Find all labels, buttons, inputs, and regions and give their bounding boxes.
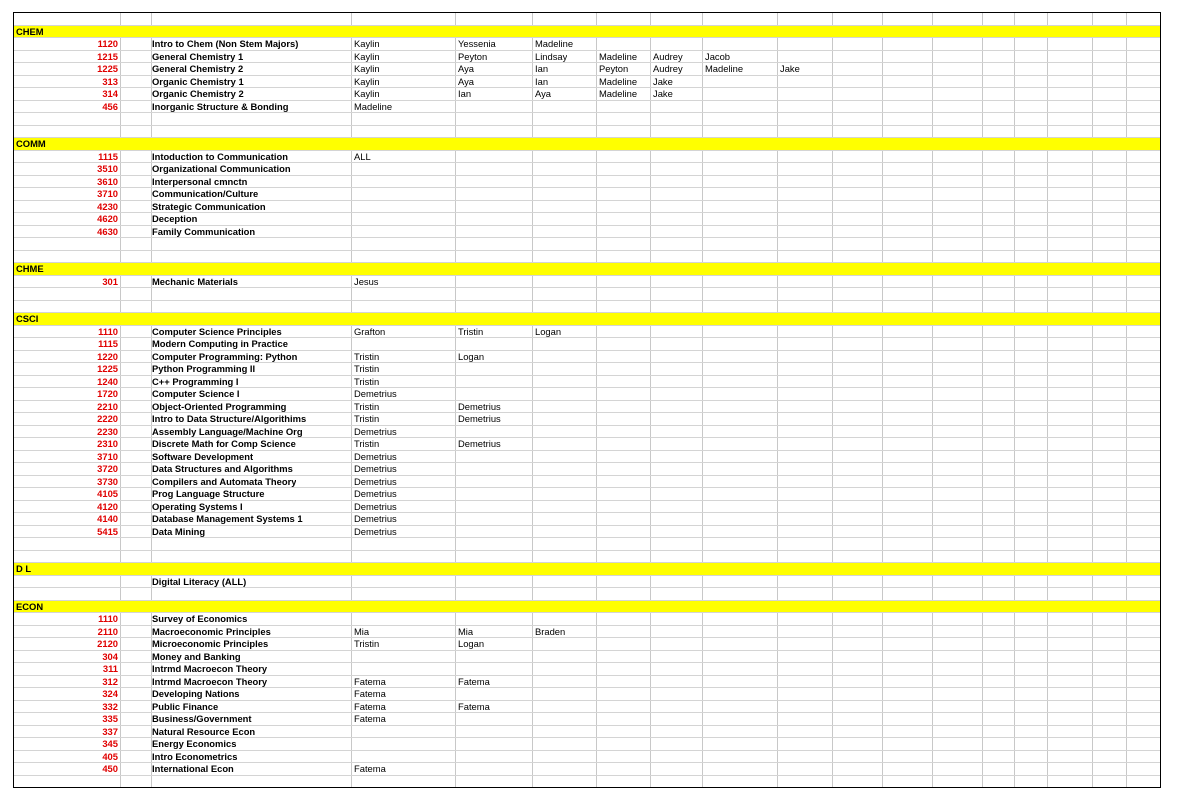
section-header-row [14, 263, 1161, 276]
course-number-cell[interactable]: 1220 [97, 350, 118, 362]
section-header-row [14, 313, 1161, 326]
course-title-cell[interactable]: Intrmd Macroecon Theory [152, 675, 268, 687]
student-name-cell[interactable]: Fatema [354, 700, 386, 712]
course-row [14, 326, 1161, 339]
student-name-cell[interactable]: Tristin [354, 363, 380, 374]
course-number-cell[interactable]: 311 [102, 663, 118, 674]
course-row [14, 163, 1161, 176]
student-name-cell[interactable]: Jesus [354, 275, 379, 287]
course-number-cell[interactable]: 324 [102, 688, 118, 699]
blank-row [14, 588, 1161, 601]
course-row [14, 463, 1161, 476]
course-number-cell[interactable]: 5415 [97, 525, 118, 537]
student-name-cell[interactable]: Peyton [599, 63, 629, 74]
course-row [14, 688, 1161, 701]
student-name-cell[interactable]: Madeline [599, 88, 638, 99]
course-title-cell[interactable]: Mechanic Materials [152, 275, 238, 287]
course-number-cell[interactable]: 345 [102, 738, 118, 749]
student-name-cell[interactable]: Tristin [354, 400, 380, 412]
course-row [14, 51, 1161, 64]
course-title-cell[interactable]: Computer Programming: Python [152, 350, 298, 362]
course-row [14, 201, 1161, 214]
department-code-cell[interactable]: CSCI [16, 313, 39, 324]
student-name-cell[interactable]: Audrey [653, 63, 683, 74]
course-title-cell[interactable]: Computer Science Principles [152, 325, 282, 337]
course-number-cell[interactable]: 4230 [97, 200, 118, 212]
student-name-cell[interactable]: Demetrius [354, 463, 397, 474]
course-row [14, 88, 1161, 101]
course-title-cell[interactable]: Modern Computing in Practice [152, 338, 288, 349]
course-row [14, 438, 1161, 451]
course-title-cell[interactable]: Digital Literacy (ALL) [152, 575, 247, 587]
student-name-cell[interactable]: Tristin [354, 438, 380, 449]
course-title-cell[interactable]: International Econ [152, 763, 234, 774]
course-title-cell[interactable]: C++ Programming I [152, 375, 239, 387]
student-name-cell[interactable]: Ian [535, 63, 549, 74]
course-row [14, 38, 1161, 51]
course-number-cell[interactable]: 405 [102, 750, 118, 762]
student-name-cell[interactable]: Tristin [354, 350, 380, 362]
course-number-cell[interactable]: 2310 [97, 438, 118, 449]
student-name-cell[interactable]: Jake [653, 88, 673, 99]
student-name-cell[interactable]: Aya [535, 88, 551, 99]
course-number-cell[interactable]: 313 [102, 75, 118, 87]
course-title-cell[interactable]: Survey of Economics [152, 613, 248, 624]
course-title-cell[interactable]: Compilers and Automata Theory [152, 475, 297, 487]
student-name-cell[interactable]: Demetrius [458, 438, 501, 449]
student-name-cell[interactable]: Demetrius [354, 475, 397, 487]
course-number-cell[interactable]: 1225 [97, 363, 118, 374]
section-header-row [14, 563, 1161, 576]
course-number-cell[interactable]: 3730 [97, 475, 118, 487]
course-row [14, 63, 1161, 76]
course-row [14, 176, 1161, 189]
student-name-cell[interactable]: Demetrius [354, 500, 397, 512]
course-title-cell[interactable]: Money and Banking [152, 650, 241, 662]
course-row [14, 451, 1161, 464]
course-row [14, 701, 1161, 714]
course-title-cell[interactable]: Interpersonal cmnctn [152, 175, 248, 187]
course-title-cell[interactable]: Python Programming II [152, 363, 256, 374]
course-row [14, 76, 1161, 89]
student-name-cell[interactable]: Yessenia [458, 38, 496, 49]
course-title-cell[interactable]: Intro Econometrics [152, 750, 238, 762]
blank-row [14, 113, 1161, 126]
course-row [14, 351, 1161, 364]
course-title-cell[interactable]: General Chemistry 2 [152, 63, 244, 74]
course-number-cell[interactable]: 2110 [97, 625, 118, 637]
blank-row [14, 251, 1161, 264]
department-code-cell[interactable]: CHEM [16, 25, 44, 37]
student-name-cell[interactable]: Demetrius [354, 388, 397, 399]
department-code-cell[interactable]: COMM [16, 138, 46, 149]
section-header-row [14, 26, 1161, 39]
course-title-cell[interactable]: Object-Oriented Programming [152, 400, 287, 412]
student-name-cell[interactable]: Demetrius [354, 488, 397, 499]
student-name-cell[interactable]: Tristin [354, 375, 380, 387]
student-name-cell[interactable]: Demetrius [354, 513, 397, 524]
course-number-cell[interactable]: 4120 [97, 500, 118, 512]
course-number-cell[interactable]: 301 [102, 275, 118, 287]
course-row [14, 476, 1161, 489]
course-number-cell[interactable]: 1225 [97, 63, 118, 74]
course-title-cell[interactable]: Developing Nations [152, 688, 240, 699]
course-row [14, 726, 1161, 739]
course-number-cell[interactable]: 1240 [97, 375, 118, 387]
course-number-cell[interactable]: 1215 [97, 50, 118, 62]
course-row [14, 663, 1161, 676]
course-title-cell[interactable]: Communication/Culture [152, 188, 259, 199]
student-name-cell[interactable]: Mia [354, 625, 370, 637]
student-name-cell[interactable]: ALL [354, 150, 371, 162]
course-row [14, 376, 1161, 389]
department-code-cell[interactable]: CHME [16, 263, 44, 274]
blank-row [14, 538, 1161, 551]
course-row [14, 338, 1161, 351]
course-row [14, 276, 1161, 289]
course-number-cell[interactable]: 2230 [97, 425, 118, 437]
course-number-cell[interactable]: 1120 [97, 38, 118, 49]
section-header-row [14, 138, 1161, 151]
student-name-cell[interactable]: Mia [458, 625, 474, 637]
blank-row [14, 238, 1161, 251]
course-number-cell[interactable]: 4105 [97, 488, 118, 499]
student-name-cell[interactable]: Kaylin [354, 63, 380, 74]
course-row [14, 651, 1161, 664]
section-header-row [14, 601, 1161, 614]
student-name-cell[interactable]: Kaylin [354, 38, 380, 49]
student-name-cell[interactable]: Madeline [705, 63, 744, 74]
course-number-cell[interactable]: 2120 [97, 638, 118, 649]
student-name-cell[interactable]: Fatema [354, 713, 386, 724]
course-title-cell[interactable]: Deception [152, 213, 198, 224]
student-name-cell[interactable]: Kaylin [354, 75, 380, 87]
course-number-cell[interactable]: 4630 [97, 225, 118, 237]
course-title-cell[interactable]: Public Finance [152, 700, 219, 712]
department-code-cell[interactable]: D L [16, 563, 32, 574]
student-name-cell[interactable]: Audrey [653, 50, 683, 62]
course-number-cell[interactable]: 335 [102, 713, 118, 724]
student-name-cell[interactable]: Fatema [354, 675, 386, 687]
course-title-cell[interactable]: Discrete Math for Comp Science [152, 438, 296, 449]
student-name-cell[interactable]: Jake [780, 63, 800, 74]
course-row [14, 188, 1161, 201]
student-name-cell[interactable]: Aya [458, 63, 474, 74]
course-number-cell[interactable]: 1110 [98, 613, 118, 624]
course-title-cell[interactable]: Computer Science I [152, 388, 240, 399]
course-number-cell[interactable]: 1110 [98, 325, 118, 337]
student-name-cell[interactable]: Madeline [599, 75, 638, 87]
course-number-cell[interactable]: 3720 [97, 463, 118, 474]
course-row [14, 488, 1161, 501]
blank-row [14, 13, 1161, 26]
course-row [14, 501, 1161, 514]
course-row [14, 713, 1161, 726]
student-name-cell[interactable]: Kaylin [354, 50, 380, 62]
blank-row [14, 776, 1161, 789]
course-title-cell[interactable]: Business/Government [152, 713, 252, 724]
student-name-cell[interactable]: Madeline [599, 50, 638, 62]
course-row [14, 676, 1161, 689]
course-title-cell[interactable]: Microeconomic Principles [152, 638, 269, 649]
course-row [14, 213, 1161, 226]
course-title-cell[interactable]: Organizational Communication [152, 163, 291, 174]
spreadsheet-grid[interactable] [13, 12, 1161, 788]
course-number-cell[interactable]: 2220 [97, 413, 118, 424]
course-row [14, 763, 1161, 776]
course-row [14, 151, 1161, 164]
course-title-cell[interactable]: Organic Chemistry 1 [152, 75, 244, 87]
student-name-cell[interactable]: Braden [535, 625, 566, 637]
student-name-cell[interactable]: Lindsay [535, 50, 568, 62]
student-name-cell[interactable]: Logan [458, 350, 485, 362]
course-title-cell[interactable]: Strategic Communication [152, 200, 266, 212]
student-name-cell[interactable]: Jake [653, 75, 673, 87]
course-number-cell[interactable]: 332 [102, 700, 118, 712]
student-name-cell[interactable]: Aya [458, 75, 474, 87]
student-name-cell[interactable]: Jacob [705, 50, 731, 62]
blank-row [14, 126, 1161, 139]
course-number-cell[interactable]: 4620 [97, 213, 118, 224]
course-number-cell[interactable]: 3610 [97, 175, 118, 187]
course-title-cell[interactable]: General Chemistry 1 [152, 50, 244, 62]
student-name-cell[interactable]: Madeline [354, 100, 393, 112]
course-number-cell[interactable] [74, 576, 118, 589]
course-number-cell[interactable]: 3710 [97, 188, 118, 199]
course-number-cell[interactable]: 3710 [97, 450, 118, 462]
course-row [14, 576, 1161, 589]
student-name-cell[interactable]: Grafton [354, 325, 386, 337]
course-number-cell[interactable]: 1115 [98, 150, 118, 162]
student-name-cell[interactable]: Ian [458, 88, 472, 99]
student-name-cell[interactable]: Fatema [354, 688, 386, 699]
course-number-cell[interactable]: 314 [102, 88, 118, 99]
student-name-cell[interactable]: Logan [458, 638, 485, 649]
student-name-cell[interactable]: Fatema [354, 763, 386, 774]
course-row [14, 613, 1161, 626]
course-number-cell[interactable]: 4140 [97, 513, 118, 524]
course-number-cell[interactable]: 304 [102, 650, 118, 662]
student-name-cell[interactable]: Demetrius [354, 425, 397, 437]
student-name-cell[interactable]: Fatema [458, 700, 490, 712]
student-name-cell[interactable]: Tristin [458, 325, 484, 337]
course-row [14, 413, 1161, 426]
student-name-cell[interactable]: Demetrius [354, 450, 397, 462]
course-row [14, 626, 1161, 639]
student-name-cell[interactable]: Logan [535, 325, 562, 337]
course-number-cell[interactable]: 456 [102, 100, 118, 112]
course-row [14, 738, 1161, 751]
course-row [14, 363, 1161, 376]
department-code-cell[interactable]: ECON [16, 600, 44, 612]
student-name-cell[interactable]: Madeline [535, 38, 574, 49]
course-title-cell[interactable]: Data Mining [152, 525, 206, 537]
course-title-cell[interactable]: Operating Systems I [152, 500, 243, 512]
course-title-cell[interactable]: Data Structures and Algorithms [152, 463, 293, 474]
course-title-cell[interactable]: Intro to Chem (Non Stem Majors) [152, 38, 299, 49]
course-number-cell[interactable]: 337 [102, 725, 118, 737]
course-number-cell[interactable]: 450 [102, 763, 118, 774]
student-name-cell[interactable]: Tristin [354, 638, 380, 649]
course-number-cell[interactable]: 1720 [97, 388, 118, 399]
student-name-cell[interactable]: Kaylin [354, 88, 380, 99]
student-name-cell[interactable]: Tristin [354, 413, 380, 424]
course-row [14, 751, 1161, 764]
course-title-cell[interactable]: Organic Chemistry 2 [152, 88, 244, 99]
course-row [14, 526, 1161, 539]
course-number-cell[interactable]: 312 [102, 675, 118, 687]
course-title-cell[interactable]: Energy Economics [152, 738, 237, 749]
blank-row [14, 301, 1161, 314]
course-number-cell[interactable]: 3510 [97, 163, 118, 174]
course-row [14, 638, 1161, 651]
course-title-cell[interactable]: Software Development [152, 450, 254, 462]
course-row [14, 388, 1161, 401]
course-title-cell[interactable]: Database Management Systems 1 [152, 513, 303, 524]
student-name-cell[interactable]: Peyton [458, 50, 488, 62]
student-name-cell[interactable]: Demetrius [458, 413, 501, 424]
course-title-cell[interactable]: Family Communication [152, 225, 256, 237]
course-row [14, 426, 1161, 439]
course-title-cell[interactable]: Intoduction to Communication [152, 150, 288, 162]
course-title-cell[interactable]: Natural Resource Econ [152, 725, 256, 737]
course-number-cell[interactable]: 1115 [98, 338, 118, 349]
student-name-cell[interactable]: Demetrius [458, 400, 501, 412]
course-row [14, 401, 1161, 414]
student-name-cell[interactable]: Ian [535, 75, 549, 87]
course-title-cell[interactable]: Prog Language Structure [152, 488, 265, 499]
student-name-cell[interactable]: Demetrius [354, 525, 397, 537]
student-name-cell[interactable]: Fatema [458, 675, 490, 687]
blank-row [14, 551, 1161, 564]
course-row [14, 226, 1161, 239]
course-title-cell[interactable]: Intro to Data Structure/Algorithims [152, 413, 307, 424]
course-row [14, 513, 1161, 526]
blank-row [14, 288, 1161, 301]
course-row [14, 101, 1161, 114]
course-title-cell[interactable]: Macroeconomic Principles [152, 625, 271, 637]
course-title-cell[interactable]: Assembly Language/Machine Org [152, 425, 303, 437]
course-title-cell[interactable]: Intrmd Macroecon Theory [152, 663, 268, 674]
course-number-cell[interactable]: 2210 [97, 400, 118, 412]
course-title-cell[interactable]: Inorganic Structure & Bonding [152, 100, 289, 112]
